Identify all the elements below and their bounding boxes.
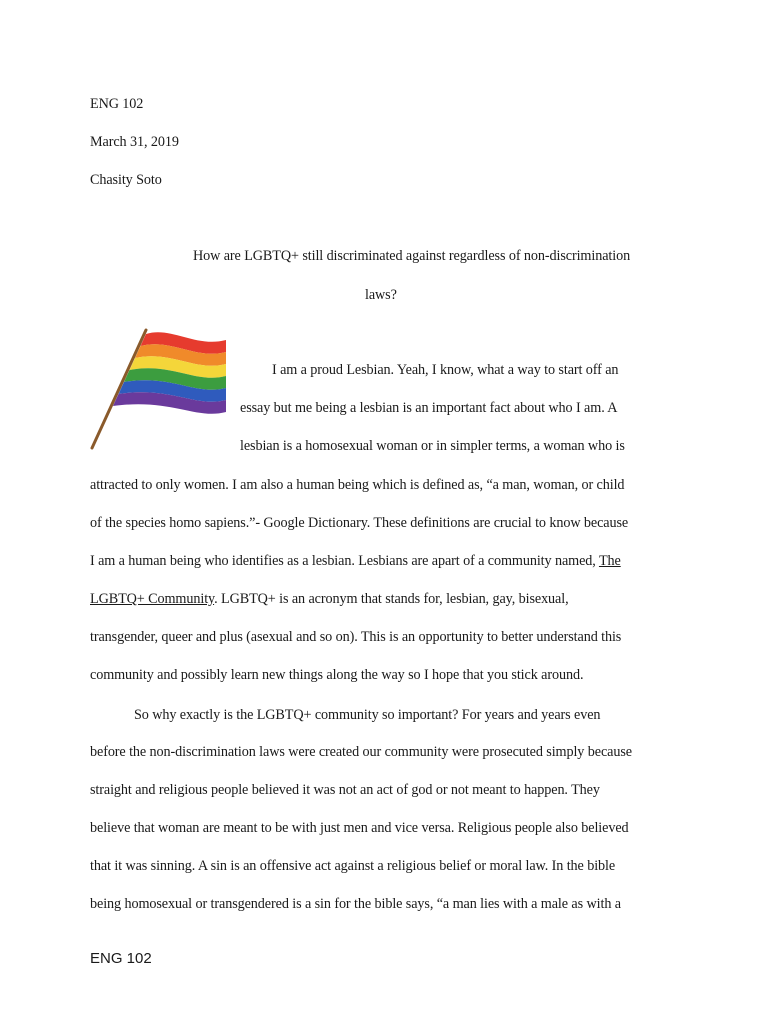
paragraph-1-line-7-text: . LGBTQ+ is an acronym that stands for, lesbian, gay, bisexual, xyxy=(214,591,569,607)
paragraph-1-line-2: essay but me being a lesbian is an important fact about who I am. A xyxy=(240,400,618,416)
paragraph-2-line-1: So why exactly is the LGBTQ+ community so important? For years and years even xyxy=(134,707,601,723)
course-name: ENG 102 xyxy=(90,96,144,112)
paragraph-1-line-8: transgender, queer and plus (asexual and so on). This is an opportunity to better understand this xyxy=(90,629,622,645)
paragraph-1-line-7 xyxy=(90,591,569,608)
paragraph-1-line-6-text: I am a human being who identifies as a lesbian. Lesbians are apart of a community named, xyxy=(90,553,596,569)
rainbow-flag-icon xyxy=(86,324,232,452)
paragraph-2-line-4: believe that woman are meant to be with just men and vice versa. Religious people also believed xyxy=(90,820,629,836)
author-name: Chasity Soto xyxy=(90,172,162,188)
paragraph-2-line-2: before the non-discrimination laws were created our community were prosecuted simply because xyxy=(90,744,632,760)
paragraph-1-line-9: community and possibly learn new things along the way so I hope that you stick around. xyxy=(90,667,584,683)
paragraph-2-line-6: being homosexual or transgendered is a sin for the bible says, “a man lies with a male as with a xyxy=(90,896,621,912)
paragraph-1-line-1: I am a proud Lesbian. Yeah, I know, what a way to start off an xyxy=(272,362,619,378)
community-link-start[interactable]: The xyxy=(598,553,621,569)
paragraph-2-line-5: that it was sinning. A sin is an offensive act against a religious belief or moral law. In the bible xyxy=(90,858,616,874)
essay-title-line-2: laws? xyxy=(365,287,397,303)
footer-course: ENG 102 xyxy=(90,950,152,967)
paragraph-1-line-6 xyxy=(90,553,621,570)
paragraph-1-line-5: of the species homo sapiens.”- Google Dictionary. These definitions are crucial to know because xyxy=(90,515,629,531)
paragraph-1-line-4: attracted to only women. I am also a human being which is defined as, “a man, woman, or child xyxy=(90,477,625,493)
paragraph-1-line-3: lesbian is a homosexual woman or in simpler terms, a woman who is xyxy=(240,438,625,454)
paragraph-2-line-3: straight and religious people believed it was not an act of god or not meant to happen. They xyxy=(90,782,600,798)
date: March 31, 2019 xyxy=(90,134,179,150)
community-link-end[interactable]: LGBTQ+ Community xyxy=(90,591,215,607)
essay-title-line-1: How are LGBTQ+ still discriminated against regardless of non-discrimination xyxy=(193,248,631,264)
